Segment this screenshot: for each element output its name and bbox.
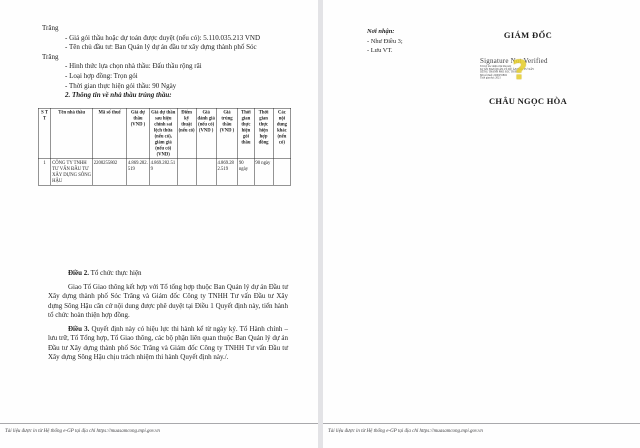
table-row [38,159,291,186]
egp-footer-text: Tài liệu được in từ Hệ thống e-GP tại địa chỉ https://muasamcong.mpi.gov.vn [5,428,160,434]
table-header-row [38,108,291,159]
signature-status-text: Signature Not Verified [480,57,548,65]
award-table [38,108,291,186]
cell-gia-danh-gia [196,159,216,186]
cell-stt: 1 [38,159,51,186]
egp-footer-text: Tài liệu được in từ Hệ thống e-GP tại địa chỉ https://muasamcong.mpi.gov.vn [328,428,483,434]
col-header-gia-sau-hieu-chinh: Giá dự thầu sau hiệu chỉnh sai lệch thừa (nếu có), giảm giá (nếu có) (VND) [151,110,176,157]
cell-noi-dung-khac [273,159,291,186]
article-3-text: Quyết định này có hiệu lực thi hành kể từ ngày ký. Tổ Hành chính – lưu trữ, Tổ Tổng hợp, Tổ Giao thông, các bộ phận liên quan thuộc Ban Quản lý dự án Đầu tư Xây dựng thành phố Sóc Trăng và Giám đốc Công ty TNHH Tư vấn Đầu tư Xây dựng Sông Hậu chịu trách nhiệm thi hành Quyết định này./. [48,325,288,362]
col-header-gia-danh-gia: Giá đánh giá (nếu có) (VND ) [196,108,216,159]
articles-section [48,269,288,367]
article-2-title: Tổ chức thực hiện [89,269,142,277]
col-header-ma-so-thue: Mã số thuế [93,108,127,159]
col-header-thoi-gian-goi-thau: Thời gian thực hiện gói thầu [238,108,254,159]
cell-gia-trung-thau: 4.869.282.519 [216,159,237,186]
signature-detail-line: Tôi ký xác nhận văn bản này [480,65,512,68]
cell-thoi-gian-hop-dong: 90 ngày [254,159,273,186]
page-1-footer-rule [0,423,318,439]
col-header-gia-trung-thau: Giá trúng thầu (VND ) [216,108,237,159]
recipients-block [367,27,403,56]
intro-line: Trăng [42,24,59,32]
article-2-body: Giao Tổ Giao thông kết hợp với Tổ tổng hợp thuộc Ban Quản lý dự án Đầu tư Xây dựng thành phố Sóc Trăng và Giám đốc Công ty TNHH Tư vấn Đầu tư Xây dựng Sông Hậu căn cứ nội dung được phê duyệt tại Điều 1 Quyết định này, tiến hành tổ chức hoàn thiện hợp đồng. [48,282,288,320]
article-3-body [48,325,288,363]
signature-detail-line: Ký bởi: BAN QUẢN LÝ DỰ ÁN ĐẦU TƯ XÂY [480,67,535,71]
cell-gia-du-thau: 4.869.282.519 [127,159,150,186]
intro-line: Trăng [42,52,59,61]
article-3-label: Điều 3. [68,325,90,334]
award-table-container [38,108,292,186]
article-2-label: Điều 2. [68,269,89,277]
signature-detail-line: DỰNG THÀNH PHỐ SÓC TRĂNG [480,70,520,74]
recipients-label: Nơi nhận: [367,28,395,35]
director-title: GIÁM ĐỐC [503,30,553,40]
col-header-diem-ky-thuat: Điểm kỹ thuật (nếu có) [177,108,196,159]
cell-ma-so-thue: 2200255802 [93,159,127,186]
signature-details [480,65,590,80]
intro-line: - Giá gói thầu hoặc dự toán được duyệt (nếu có): 5.110.035.213 VND [65,33,260,42]
col-header-ten-nha-thau: Tên nhà thầu [51,108,93,159]
cell-diem-ky-thuat [177,159,196,186]
intro-line: - Loại hợp đồng: Trọn gói [65,71,138,80]
intro-line: - Tên chủ đầu tư: Ban Quản lý dự án đầu tư xây dựng thành phố Sóc [65,43,257,52]
col-header-noi-dung-khac: Các nội dung khác (nếu có) [273,108,291,159]
article-2-heading [48,269,288,278]
cell-thoi-gian-goi-thau: 90 ngày [238,159,254,186]
intro-line: - Hình thức lựa chọn nhà thầu: Đấu thầu rộng rãi [65,62,202,71]
recipient-item: - Như Điều 3; [367,37,403,45]
col-header-thoi-gian-hop-dong: Thời gian thực hiện hợp đồng [254,108,273,159]
winning-bidder-section-heading: 2. Thông tin về nhà thầu trúng thầu: [65,91,172,100]
intro-paragraphs [42,24,292,101]
signature-detail-line: Mã số thuế: 2200255802 [480,73,507,77]
page-1 [0,0,318,448]
cell-gia-sau-hieu-chinh: 4.869.282.519 [149,159,177,186]
cell-ten-nha-thau: CÔNG TY TNHH TƯ VẤN ĐẦU TƯ XÂY DỰNG SÔNG HẬU [52,160,92,184]
intro-line: - Thời gian thực hiện gói thầu: 90 Ngày [65,81,177,90]
col-header-gia-du-thau: Giá dự thầu (VND ) [127,108,150,159]
recipient-item: - Lưu VT. [367,47,393,54]
page-2 [323,0,640,448]
digital-signature-block [480,57,590,98]
signature-question-mark-icon: ? [512,55,528,86]
signature-detail-line: Thời gian ký: 2021 [480,76,501,80]
signer-name: CHÂU NGỌC HÒA [488,96,568,106]
page-2-footer-rule [323,423,640,439]
col-header-stt: S T T [38,108,51,159]
